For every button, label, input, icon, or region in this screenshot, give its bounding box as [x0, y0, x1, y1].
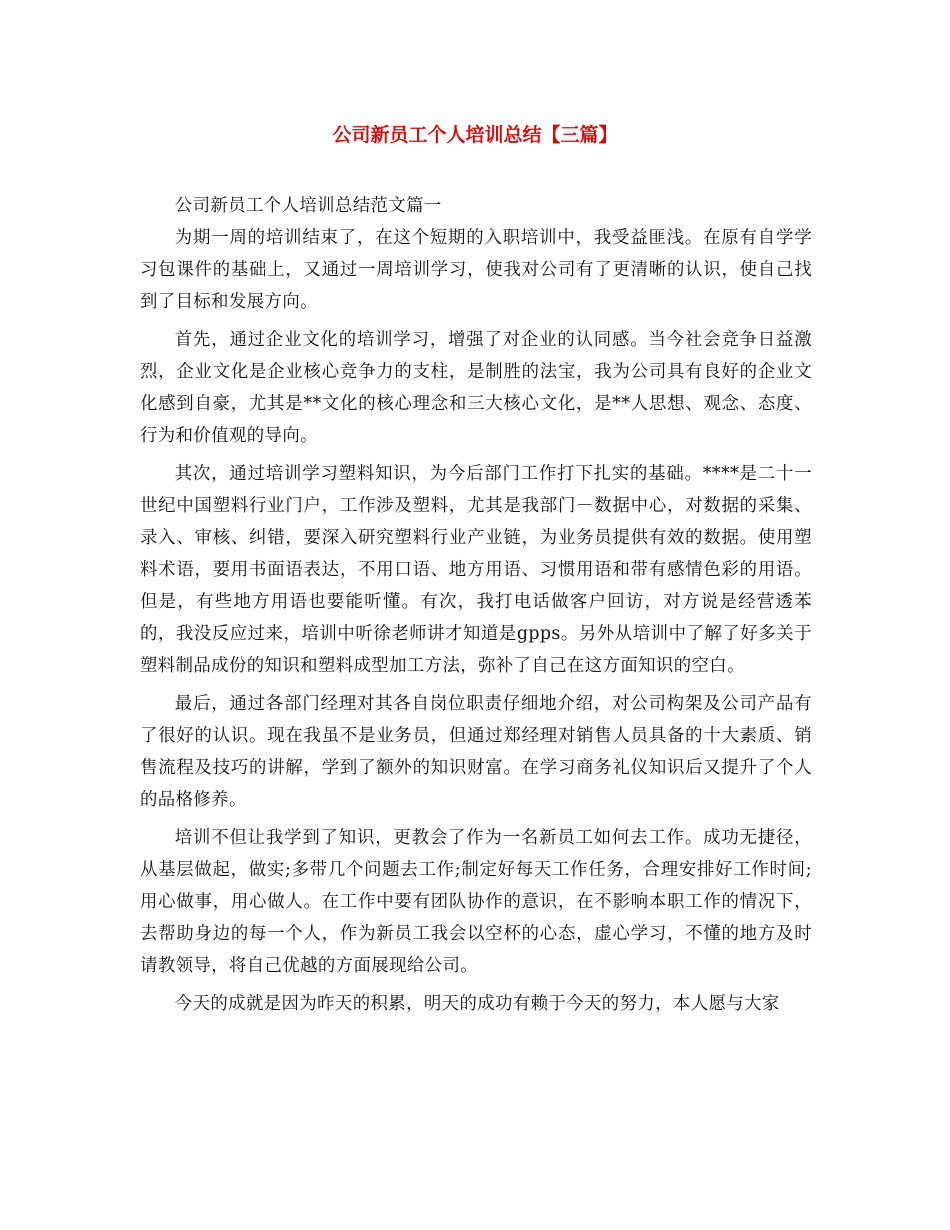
paragraph-managers: 最后，通过各部门经理对其各自岗位职责仔细地介绍，对公司构架及公司产品有了很好的认识。现在我虽不是业务员，但通过郑经理对销售人员具备的十大素质、销售流程及技巧的讲解，学到了额外的知识财富。在学习商务礼仪知识后又提升了个人的品格修养。	[140, 694, 812, 810]
paragraph-intro: 为期一周的培训结束了，在这个短期的入职培训中，我受益匪浅。在原有自学学习包课件的基础上，又通过一周培训学习，使我对公司有了更清晰的认识，使自己找到了目标和发展方向。	[140, 228, 812, 312]
document-body	[140, 190, 812, 1020]
paragraph-work-lessons: 培训不但让我学到了知识，更教会了作为一名新员工如何去工作。成功无捷径，从基层做起，做实;多带几个问题去工作;制定好每天工作任务，合理安排好工作时间;用心做事，用心做人。在工作中要有团队协作的意识，在不影响本职工作的情况下，去帮助身边的每一个人，作为新员工我会以空杯的心态，虚心学习，不懂的地方及时请教领导，将自己优越的方面展现给公司。	[140, 828, 812, 976]
document-title: 公司新员工个人培训总结【三篇】	[332, 124, 618, 146]
paragraph-culture: 首先，通过企业文化的培训学习，增强了对企业的认同感。当今社会竞争日益激烈，企业文化是企业核心竞争力的支柱，是制胜的法宝，我为公司具有良好的企业文化感到自豪，尤其是**文化的核心理念和三大核心文化，是**人思想、观念、态度、行为和价值观的导向。	[140, 330, 812, 446]
paragraph-plastics: 其次，通过培训学习塑料知识，为今后部门工作打下扎实的基础。****是二十一世纪中国塑料行业门户，工作涉及塑料，尤其是我部门－数据中心，对数据的采集、录入、审核、纠错，要深入研究塑料行业产业链，为业务员提供有效的数据。使用塑料术语，要用书面语表达，不用口语、地方用语、习惯用语和带有感情色彩的用语。但是，有些地方用语也要能听懂。有次，我打电话做客户回访，对方说是经营透苯的，我没反应过来，培训中听徐老师讲才知道是gpps。另外从培训中了解了好多关于塑料制品成份的知识和塑料成型加工方法，弥补了自己在这方面知识的空白。	[140, 464, 812, 676]
section-heading: 公司新员工个人培训总结范文篇一	[174, 196, 442, 216]
paragraph-closing: 今天的成就是因为昨天的积累，明天的成功有赖于今天的努力，本人愿与大家	[174, 994, 780, 1014]
